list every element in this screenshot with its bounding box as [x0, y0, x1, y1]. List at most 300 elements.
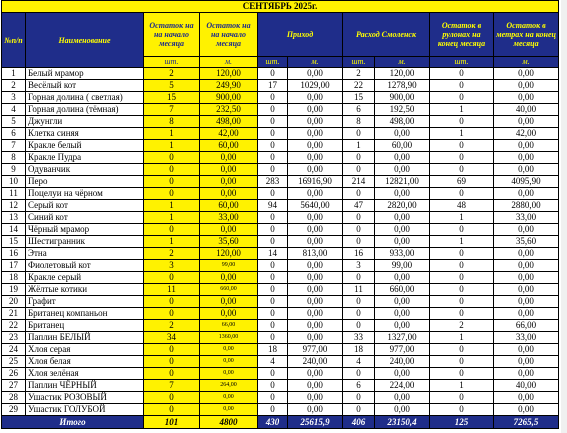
- table-cell[interactable]: 35,60: [200, 236, 258, 248]
- table-cell[interactable]: 0,00: [288, 380, 343, 392]
- table-cell[interactable]: 0,00: [494, 368, 559, 380]
- table-cell[interactable]: 0: [258, 368, 288, 380]
- table-cell[interactable]: 0: [430, 92, 494, 104]
- table-cell[interactable]: 933,00: [375, 248, 430, 260]
- table-cell[interactable]: 0,00: [288, 188, 343, 200]
- item-name-cell[interactable]: Весёлый кот: [26, 80, 144, 92]
- item-name-cell[interactable]: Шестигранник: [26, 236, 144, 248]
- table-cell[interactable]: 3: [2, 92, 26, 104]
- table-cell[interactable]: 94: [258, 200, 288, 212]
- table-cell[interactable]: 40,00: [494, 104, 559, 116]
- table-cell[interactable]: 1: [343, 140, 375, 152]
- table-cell[interactable]: 120,00: [375, 68, 430, 80]
- table-cell[interactable]: 1029,00: [288, 80, 343, 92]
- table-cell[interactable]: 35,60: [494, 236, 559, 248]
- table-cell[interactable]: 0: [343, 188, 375, 200]
- table-cell[interactable]: 0,00: [375, 236, 430, 248]
- table-cell[interactable]: 5640,00: [288, 200, 343, 212]
- table-cell[interactable]: 0: [430, 188, 494, 200]
- table-cell[interactable]: 2: [144, 248, 200, 260]
- item-name-cell[interactable]: Серый кот: [26, 200, 144, 212]
- table-cell[interactable]: 0,00: [288, 140, 343, 152]
- total-cell[interactable]: 23150,4: [375, 416, 430, 429]
- unit-m-cell[interactable]: м.: [288, 57, 343, 68]
- table-cell[interactable]: 33,00: [200, 212, 258, 224]
- table-cell[interactable]: 15: [144, 92, 200, 104]
- table-cell[interactable]: 240,00: [375, 356, 430, 368]
- table-cell[interactable]: 0: [343, 368, 375, 380]
- table-cell[interactable]: 48: [430, 200, 494, 212]
- table-cell[interactable]: 0,00: [288, 236, 343, 248]
- table-cell[interactable]: 0,00: [200, 272, 258, 284]
- table-cell[interactable]: 16: [2, 248, 26, 260]
- table-cell[interactable]: 0: [144, 296, 200, 308]
- table-cell[interactable]: 42,00: [200, 128, 258, 140]
- table-cell[interactable]: 3: [144, 260, 200, 272]
- table-cell[interactable]: 7: [144, 380, 200, 392]
- table-cell[interactable]: 0: [144, 176, 200, 188]
- table-cell[interactable]: 0: [144, 392, 200, 404]
- table-cell[interactable]: 0,00: [494, 92, 559, 104]
- table-cell[interactable]: 214: [343, 176, 375, 188]
- total-cell[interactable]: 101: [144, 416, 200, 429]
- table-cell[interactable]: 0: [430, 68, 494, 80]
- table-cell[interactable]: 0: [258, 308, 288, 320]
- table-cell[interactable]: 60,00: [200, 200, 258, 212]
- table-cell[interactable]: 1: [144, 140, 200, 152]
- item-name-cell[interactable]: Ушастик ГОЛУБОЙ: [26, 404, 144, 416]
- table-cell[interactable]: 0: [258, 284, 288, 296]
- table-cell[interactable]: 0,00: [288, 164, 343, 176]
- table-cell[interactable]: 0: [144, 272, 200, 284]
- col-num-header[interactable]: №п/п: [2, 13, 26, 68]
- table-cell[interactable]: 0: [343, 164, 375, 176]
- table-cell[interactable]: 1: [144, 128, 200, 140]
- table-cell[interactable]: 0: [343, 152, 375, 164]
- table-cell[interactable]: 0: [430, 164, 494, 176]
- col-income-header[interactable]: Приход: [258, 13, 343, 57]
- table-cell[interactable]: 33,00: [494, 212, 559, 224]
- table-cell[interactable]: 0,00: [375, 272, 430, 284]
- table-cell[interactable]: 0: [258, 140, 288, 152]
- table-cell[interactable]: 14: [258, 248, 288, 260]
- table-cell[interactable]: 6: [343, 380, 375, 392]
- col-start-meters-header[interactable]: Остаток на на начало месяца: [200, 13, 258, 57]
- table-cell[interactable]: 0: [258, 92, 288, 104]
- item-name-cell[interactable]: Жёлтые котики: [26, 284, 144, 296]
- table-cell[interactable]: 4: [2, 104, 26, 116]
- table-cell[interactable]: 60,00: [200, 140, 258, 152]
- table-cell[interactable]: 0: [430, 296, 494, 308]
- table-cell[interactable]: 0,00: [288, 284, 343, 296]
- table-cell[interactable]: 1278,90: [375, 80, 430, 92]
- table-cell[interactable]: 16916,90: [288, 176, 343, 188]
- unit-pcs-cell[interactable]: шт.: [430, 57, 494, 68]
- unit-pcs-cell[interactable]: шт.: [258, 57, 288, 68]
- table-cell[interactable]: 11: [144, 284, 200, 296]
- table-cell[interactable]: 1: [430, 236, 494, 248]
- table-cell[interactable]: 16: [343, 248, 375, 260]
- table-cell[interactable]: 660,00: [200, 284, 258, 296]
- table-cell[interactable]: 0,00: [494, 296, 559, 308]
- table-cell[interactable]: 0,00: [494, 152, 559, 164]
- item-name-cell[interactable]: Горная долина (тёмная): [26, 104, 144, 116]
- table-cell[interactable]: 0,00: [200, 356, 258, 368]
- table-cell[interactable]: 0,00: [288, 92, 343, 104]
- item-name-cell[interactable]: Джунгли: [26, 116, 144, 128]
- table-cell[interactable]: 60,00: [375, 140, 430, 152]
- table-cell[interactable]: 33,00: [494, 332, 559, 344]
- table-cell[interactable]: 12: [2, 200, 26, 212]
- table-cell[interactable]: 0,00: [288, 392, 343, 404]
- table-cell[interactable]: 0,00: [375, 212, 430, 224]
- table-cell[interactable]: 4: [343, 356, 375, 368]
- table-cell[interactable]: 22: [2, 320, 26, 332]
- table-cell[interactable]: 0: [144, 368, 200, 380]
- table-cell[interactable]: 13: [2, 212, 26, 224]
- table-cell[interactable]: 5: [144, 80, 200, 92]
- table-cell[interactable]: 0,00: [288, 296, 343, 308]
- table-cell[interactable]: 0,00: [494, 80, 559, 92]
- table-cell[interactable]: 0,00: [288, 212, 343, 224]
- table-cell[interactable]: 18: [258, 344, 288, 356]
- table-cell[interactable]: 0,00: [375, 128, 430, 140]
- table-cell[interactable]: 0,00: [200, 176, 258, 188]
- table-cell[interactable]: 0,00: [494, 224, 559, 236]
- table-cell[interactable]: 0: [430, 368, 494, 380]
- table-cell[interactable]: 0: [430, 392, 494, 404]
- total-cell[interactable]: 125: [430, 416, 494, 429]
- table-cell[interactable]: 2: [144, 68, 200, 80]
- table-cell[interactable]: 224,00: [375, 380, 430, 392]
- table-cell[interactable]: 0: [258, 404, 288, 416]
- col-end-meters-header[interactable]: Остаток в метрах на конец месяца: [494, 13, 559, 57]
- table-cell[interactable]: 0,00: [288, 128, 343, 140]
- table-cell[interactable]: 232,50: [200, 104, 258, 116]
- total-cell[interactable]: 25615,9: [288, 416, 343, 429]
- table-cell[interactable]: 8: [343, 116, 375, 128]
- table-cell[interactable]: 3: [343, 260, 375, 272]
- table-cell[interactable]: 0,00: [200, 224, 258, 236]
- table-cell[interactable]: 4095,90: [494, 176, 559, 188]
- table-cell[interactable]: 4: [258, 356, 288, 368]
- table-cell[interactable]: 1327,00: [375, 332, 430, 344]
- item-name-cell[interactable]: Фиолетовый кот: [26, 260, 144, 272]
- table-cell[interactable]: 0: [144, 344, 200, 356]
- table-cell[interactable]: 18: [2, 272, 26, 284]
- table-cell[interactable]: 0,00: [200, 392, 258, 404]
- table-cell[interactable]: 0: [144, 224, 200, 236]
- table-cell[interactable]: 34: [144, 332, 200, 344]
- unit-m-cell[interactable]: м.: [494, 57, 559, 68]
- table-cell[interactable]: 264,00: [200, 380, 258, 392]
- col-name-header[interactable]: Наименование: [26, 13, 144, 68]
- table-cell[interactable]: 813,00: [288, 248, 343, 260]
- table-cell[interactable]: 9: [2, 164, 26, 176]
- table-cell[interactable]: 2: [343, 68, 375, 80]
- table-cell[interactable]: 660,00: [375, 284, 430, 296]
- table-cell[interactable]: 977,00: [375, 344, 430, 356]
- table-cell[interactable]: 1: [430, 104, 494, 116]
- table-cell[interactable]: 0: [343, 224, 375, 236]
- table-cell[interactable]: 18: [343, 344, 375, 356]
- table-cell[interactable]: 0: [430, 116, 494, 128]
- unit-m-cell[interactable]: м.: [375, 57, 430, 68]
- table-cell[interactable]: 0,00: [375, 368, 430, 380]
- table-cell[interactable]: 498,00: [200, 116, 258, 128]
- table-cell[interactable]: 0: [343, 128, 375, 140]
- total-label[interactable]: Итого: [2, 416, 144, 429]
- table-cell[interactable]: 0,00: [288, 260, 343, 272]
- table-cell[interactable]: 29: [2, 404, 26, 416]
- table-cell[interactable]: 0,00: [375, 404, 430, 416]
- table-cell[interactable]: 1: [2, 68, 26, 80]
- unit-pcs-cell[interactable]: шт.: [343, 57, 375, 68]
- table-cell[interactable]: 1360,00: [200, 332, 258, 344]
- table-cell[interactable]: 0,00: [200, 344, 258, 356]
- table-cell[interactable]: 7: [144, 104, 200, 116]
- item-name-cell[interactable]: Синий кот: [26, 212, 144, 224]
- table-cell[interactable]: 0: [430, 248, 494, 260]
- total-cell[interactable]: 7265,5: [494, 416, 559, 429]
- table-cell[interactable]: 0,00: [288, 272, 343, 284]
- table-cell[interactable]: 0,00: [200, 308, 258, 320]
- table-cell[interactable]: 26: [2, 368, 26, 380]
- table-cell[interactable]: 120,00: [200, 248, 258, 260]
- table-cell[interactable]: 8: [2, 152, 26, 164]
- table-cell[interactable]: 33: [343, 332, 375, 344]
- table-cell[interactable]: 0,00: [375, 224, 430, 236]
- table-cell[interactable]: 0,00: [288, 68, 343, 80]
- table-cell[interactable]: 0,00: [200, 152, 258, 164]
- table-cell[interactable]: 0,00: [375, 308, 430, 320]
- table-cell[interactable]: 240,00: [288, 356, 343, 368]
- item-name-cell[interactable]: Графит: [26, 296, 144, 308]
- table-cell[interactable]: 0: [343, 320, 375, 332]
- table-cell[interactable]: 0: [144, 356, 200, 368]
- table-cell[interactable]: 2: [144, 320, 200, 332]
- table-cell[interactable]: 0: [258, 260, 288, 272]
- table-cell[interactable]: 17: [258, 80, 288, 92]
- item-name-cell[interactable]: Британец компаньон: [26, 308, 144, 320]
- item-name-cell[interactable]: Кракле Пудра: [26, 152, 144, 164]
- table-cell[interactable]: 0,00: [288, 152, 343, 164]
- table-cell[interactable]: 1: [144, 236, 200, 248]
- table-cell[interactable]: 0: [430, 272, 494, 284]
- table-cell[interactable]: 0: [258, 224, 288, 236]
- table-cell[interactable]: 0,00: [494, 248, 559, 260]
- table-cell[interactable]: 0: [430, 308, 494, 320]
- table-cell[interactable]: 1: [144, 212, 200, 224]
- table-cell[interactable]: 24: [2, 344, 26, 356]
- table-cell[interactable]: 0,00: [494, 68, 559, 80]
- table-cell[interactable]: 0,00: [494, 392, 559, 404]
- table-cell[interactable]: 0: [258, 320, 288, 332]
- table-cell[interactable]: 23: [2, 332, 26, 344]
- table-cell[interactable]: 0: [258, 188, 288, 200]
- item-name-cell[interactable]: Кракле белый: [26, 140, 144, 152]
- table-cell[interactable]: 6: [2, 128, 26, 140]
- item-name-cell[interactable]: Паплин ЧЁРНЫЙ: [26, 380, 144, 392]
- table-cell[interactable]: 0,00: [200, 164, 258, 176]
- table-cell[interactable]: 1: [144, 200, 200, 212]
- table-cell[interactable]: 900,00: [375, 92, 430, 104]
- table-cell[interactable]: 0: [258, 104, 288, 116]
- table-cell[interactable]: 0: [430, 224, 494, 236]
- table-cell[interactable]: 66,00: [200, 320, 258, 332]
- table-cell[interactable]: 0: [258, 212, 288, 224]
- table-cell[interactable]: 40,00: [494, 380, 559, 392]
- item-name-cell[interactable]: Поцелуи на чёрном: [26, 188, 144, 200]
- table-cell[interactable]: 42,00: [494, 128, 559, 140]
- table-cell[interactable]: 99,00: [375, 260, 430, 272]
- table-cell[interactable]: 0,00: [494, 308, 559, 320]
- table-cell[interactable]: 0,00: [200, 404, 258, 416]
- table-cell[interactable]: 0: [343, 392, 375, 404]
- table-cell[interactable]: 0: [430, 140, 494, 152]
- table-cell[interactable]: 0: [343, 308, 375, 320]
- table-cell[interactable]: 20: [2, 296, 26, 308]
- item-name-cell[interactable]: Перо: [26, 176, 144, 188]
- table-cell[interactable]: 19: [2, 284, 26, 296]
- table-cell[interactable]: 2: [430, 320, 494, 332]
- item-name-cell[interactable]: Горная долина ( светлая): [26, 92, 144, 104]
- item-name-cell[interactable]: Британец: [26, 320, 144, 332]
- table-cell[interactable]: 0,00: [200, 188, 258, 200]
- table-cell[interactable]: 0,00: [288, 224, 343, 236]
- table-cell[interactable]: 0: [430, 344, 494, 356]
- table-cell[interactable]: 0: [258, 68, 288, 80]
- table-cell[interactable]: 27: [2, 380, 26, 392]
- table-cell[interactable]: 2880,00: [494, 200, 559, 212]
- table-cell[interactable]: 69: [430, 176, 494, 188]
- sheet-title[interactable]: СЕНТЯБРЬ 2025г.: [2, 1, 559, 13]
- table-cell[interactable]: 0: [258, 128, 288, 140]
- table-cell[interactable]: 0: [430, 260, 494, 272]
- item-name-cell[interactable]: Этна: [26, 248, 144, 260]
- table-cell[interactable]: 0,00: [375, 296, 430, 308]
- table-cell[interactable]: 2820,00: [375, 200, 430, 212]
- table-cell[interactable]: 0,00: [288, 104, 343, 116]
- table-cell[interactable]: 0,00: [288, 404, 343, 416]
- col-start-units-header[interactable]: Остаток на на начало месяца: [144, 13, 200, 57]
- table-cell[interactable]: 1: [430, 128, 494, 140]
- table-cell[interactable]: 1: [430, 332, 494, 344]
- table-cell[interactable]: 1: [430, 380, 494, 392]
- table-cell[interactable]: 0,00: [288, 320, 343, 332]
- table-cell[interactable]: 0: [258, 164, 288, 176]
- table-cell[interactable]: 0: [430, 284, 494, 296]
- table-cell[interactable]: 0,00: [288, 116, 343, 128]
- item-name-cell[interactable]: Хлоя серая: [26, 344, 144, 356]
- total-cell[interactable]: 406: [343, 416, 375, 429]
- table-cell[interactable]: 249,90: [200, 80, 258, 92]
- table-cell[interactable]: 99,00: [200, 260, 258, 272]
- table-cell[interactable]: 11: [343, 284, 375, 296]
- table-cell[interactable]: 7: [2, 140, 26, 152]
- table-cell[interactable]: 283: [258, 176, 288, 188]
- table-cell[interactable]: 0: [258, 392, 288, 404]
- table-cell[interactable]: 47: [343, 200, 375, 212]
- table-cell[interactable]: 0: [343, 212, 375, 224]
- table-cell[interactable]: 0: [430, 152, 494, 164]
- table-cell[interactable]: 0: [144, 308, 200, 320]
- table-cell[interactable]: 192,50: [375, 104, 430, 116]
- table-cell[interactable]: 498,00: [375, 116, 430, 128]
- table-cell[interactable]: 0,00: [494, 272, 559, 284]
- table-cell[interactable]: 21: [2, 308, 26, 320]
- col-end-rolls-header[interactable]: Остаток в рулонах на конец месяца: [430, 13, 494, 57]
- table-cell[interactable]: 0,00: [494, 404, 559, 416]
- table-cell[interactable]: 0,00: [494, 284, 559, 296]
- table-cell[interactable]: 0: [343, 236, 375, 248]
- table-cell[interactable]: 0,00: [375, 188, 430, 200]
- table-cell[interactable]: 0,00: [375, 320, 430, 332]
- table-cell[interactable]: 0,00: [288, 368, 343, 380]
- table-cell[interactable]: 0: [144, 404, 200, 416]
- unit-m-cell[interactable]: м.: [200, 57, 258, 68]
- table-cell[interactable]: 15: [2, 236, 26, 248]
- table-cell[interactable]: 0: [430, 356, 494, 368]
- total-cell[interactable]: 430: [258, 416, 288, 429]
- item-name-cell[interactable]: Клетка синяя: [26, 128, 144, 140]
- table-cell[interactable]: 2: [2, 80, 26, 92]
- table-cell[interactable]: 0,00: [375, 164, 430, 176]
- table-cell[interactable]: 0: [144, 188, 200, 200]
- table-cell[interactable]: 28: [2, 392, 26, 404]
- table-cell[interactable]: 0,00: [200, 296, 258, 308]
- table-cell[interactable]: 0,00: [200, 368, 258, 380]
- table-cell[interactable]: 0: [343, 404, 375, 416]
- item-name-cell[interactable]: Хлоя белая: [26, 356, 144, 368]
- table-cell[interactable]: 0: [258, 296, 288, 308]
- table-cell[interactable]: 17: [2, 260, 26, 272]
- item-name-cell[interactable]: Ушастик РОЗОВЫЙ: [26, 392, 144, 404]
- table-cell[interactable]: 14: [2, 224, 26, 236]
- table-cell[interactable]: 10: [2, 176, 26, 188]
- item-name-cell[interactable]: Кракле серый: [26, 272, 144, 284]
- table-cell[interactable]: 8: [144, 116, 200, 128]
- table-cell[interactable]: 0,00: [375, 152, 430, 164]
- table-cell[interactable]: 6: [343, 104, 375, 116]
- unit-pcs-cell[interactable]: шт.: [144, 57, 200, 68]
- vertical-scrollbar[interactable]: [561, 0, 567, 433]
- table-cell[interactable]: 22: [343, 80, 375, 92]
- item-name-cell[interactable]: Хлоя зелёная: [26, 368, 144, 380]
- table-cell[interactable]: 0: [343, 296, 375, 308]
- total-cell[interactable]: 4800: [200, 416, 258, 429]
- table-cell[interactable]: 0: [430, 404, 494, 416]
- table-cell[interactable]: 900,00: [200, 92, 258, 104]
- item-name-cell[interactable]: Паплин БЕЛЫЙ: [26, 332, 144, 344]
- col-expense-header[interactable]: Расход Смоленск: [343, 13, 430, 57]
- table-cell[interactable]: 66,00: [494, 320, 559, 332]
- table-cell[interactable]: 0,00: [288, 332, 343, 344]
- table-cell[interactable]: 0: [258, 272, 288, 284]
- table-cell[interactable]: 12821,00: [375, 176, 430, 188]
- table-cell[interactable]: 0: [144, 152, 200, 164]
- table-cell[interactable]: 0: [430, 80, 494, 92]
- table-cell[interactable]: 25: [2, 356, 26, 368]
- item-name-cell[interactable]: Белый мрамор: [26, 68, 144, 80]
- table-cell[interactable]: 11: [2, 188, 26, 200]
- table-cell[interactable]: 0,00: [494, 344, 559, 356]
- table-cell[interactable]: 5: [2, 116, 26, 128]
- table-cell[interactable]: 0: [144, 164, 200, 176]
- table-cell[interactable]: 0: [258, 332, 288, 344]
- table-cell[interactable]: 0,00: [494, 260, 559, 272]
- table-cell[interactable]: 0: [343, 272, 375, 284]
